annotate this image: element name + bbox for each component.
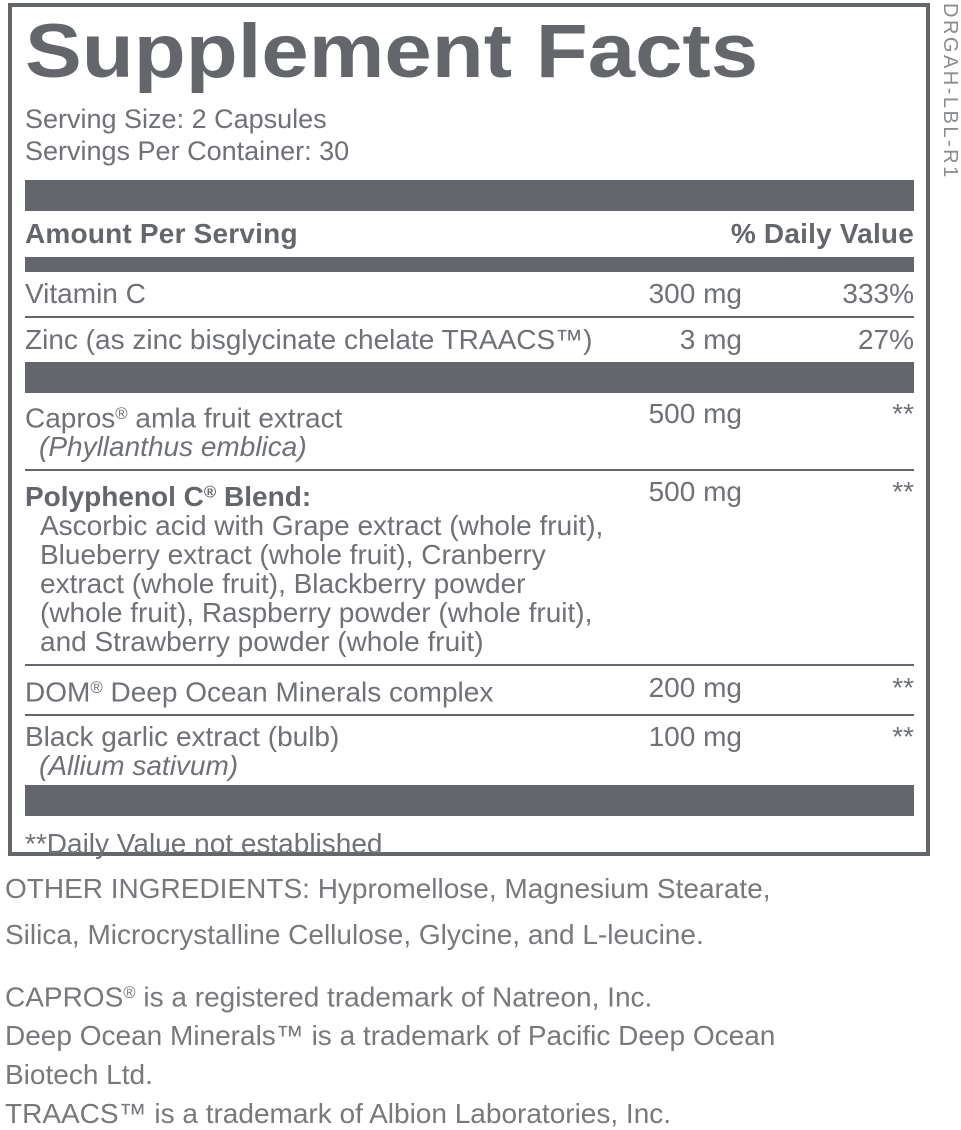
divider-bar-middle xyxy=(25,362,914,393)
nutrient-daily-value: ** xyxy=(892,721,914,753)
table-row xyxy=(25,316,914,362)
table-header-row xyxy=(25,211,914,257)
registered-mark: ® xyxy=(123,983,136,1002)
registered-mark: ® xyxy=(203,482,217,502)
nutrient-daily-value: 27% xyxy=(857,324,914,355)
trademark-line-dom-cont: Biotech Ltd. xyxy=(5,1059,153,1091)
other-ingredients-line: Silica, Microcrystalline Cellulose, Glycine, and L-leucine. xyxy=(5,919,704,950)
blend-description-line: and Strawberry powder (whole fruit) xyxy=(40,625,484,657)
panel-title: Supplement Facts xyxy=(25,9,759,94)
nutrient-daily-value: ** xyxy=(892,476,914,508)
nutrient-daily-value: ** xyxy=(892,671,914,703)
trademark-notes xyxy=(5,973,930,1130)
table-row xyxy=(25,714,914,785)
divider-bar-bottom xyxy=(25,785,914,816)
nutrient-amount: 3 mg xyxy=(679,324,742,355)
serving-size: Serving Size: 2 Capsules xyxy=(25,104,327,134)
table-row xyxy=(25,469,914,663)
nutrient-amount: 200 mg xyxy=(648,671,742,703)
other-ingredients xyxy=(5,866,930,958)
nutrient-amount: 500 mg xyxy=(648,398,742,429)
registered-mark: ® xyxy=(90,677,103,697)
divider-bar-top xyxy=(25,180,914,211)
label-code-vertical: DRGAH-LBL-R1 xyxy=(939,3,961,180)
nutrient-name: Vitamin C xyxy=(25,278,146,309)
serving-info xyxy=(25,103,914,167)
botanical-name: (Phyllanthus emblica) xyxy=(39,431,307,463)
daily-value-footnote: **Daily Value not established xyxy=(25,828,383,860)
table-row xyxy=(25,664,914,714)
botanical-name: (Allium sativum) xyxy=(39,750,239,782)
table-row xyxy=(25,272,914,316)
servings-per-container: Servings Per Container: 30 xyxy=(25,136,350,166)
daily-value-header: % Daily Value xyxy=(730,218,914,249)
trademark-line-capros: CAPROS® is a registered trademark of Natreon, Inc. xyxy=(5,981,653,1013)
trademark-line-dom: Deep Ocean Minerals™ is a trademark of Pacific Deep Ocean xyxy=(5,1020,776,1052)
nutrient-name: Zinc (as zinc bisglycinate chelate TRAACS™) xyxy=(25,324,593,355)
nutrient-amount: 100 mg xyxy=(648,721,742,753)
nutrient-name: Polyphenol C® Blend: Ascorbic acid with Grape extract (whole fruit), Blueberry extract (whole fruit), Cranberry extract (whole fruit), Blackberry powder (whole fruit), Raspberry powder (whole fruit), and Strawberry powder (whole fruit) xyxy=(25,477,627,655)
blend-description-line: extract (whole fruit), Blackberry powder xyxy=(40,567,526,599)
nutrient-name: DOM® Deep Ocean Minerals complex xyxy=(25,676,494,708)
amount-per-serving-header: Amount Per Serving xyxy=(25,218,298,249)
blend-description-line: Ascorbic acid with Grape extract (whole fruit), xyxy=(40,509,604,541)
blend-description-line: Blueberry extract (whole fruit), Cranberry xyxy=(40,538,546,570)
table-row xyxy=(25,393,914,469)
divider-bar-header xyxy=(25,257,914,272)
nutrient-name: Capros® amla fruit extract (Phyllanthus emblica) xyxy=(25,399,627,461)
supplement-facts-panel xyxy=(8,3,930,860)
registered-mark: ® xyxy=(115,404,128,423)
nutrient-daily-value: ** xyxy=(892,398,914,429)
blend-description-line: (whole fruit), Raspberry powder (whole fruit), xyxy=(40,596,593,628)
nutrient-amount: 300 mg xyxy=(648,278,742,309)
nutrient-amount: 500 mg xyxy=(648,476,742,508)
trademark-line-traacs: TRAACS™ is a trademark of Albion Laboratories, Inc. xyxy=(5,1098,672,1130)
nutrient-name: Black garlic extract (bulb) (Allium sativum) xyxy=(25,722,627,780)
other-ingredients-line: OTHER INGREDIENTS: Hypromellose, Magnesium Stearate, xyxy=(5,873,771,904)
nutrient-daily-value: 333% xyxy=(842,278,914,309)
below-panel-text xyxy=(5,866,930,1130)
